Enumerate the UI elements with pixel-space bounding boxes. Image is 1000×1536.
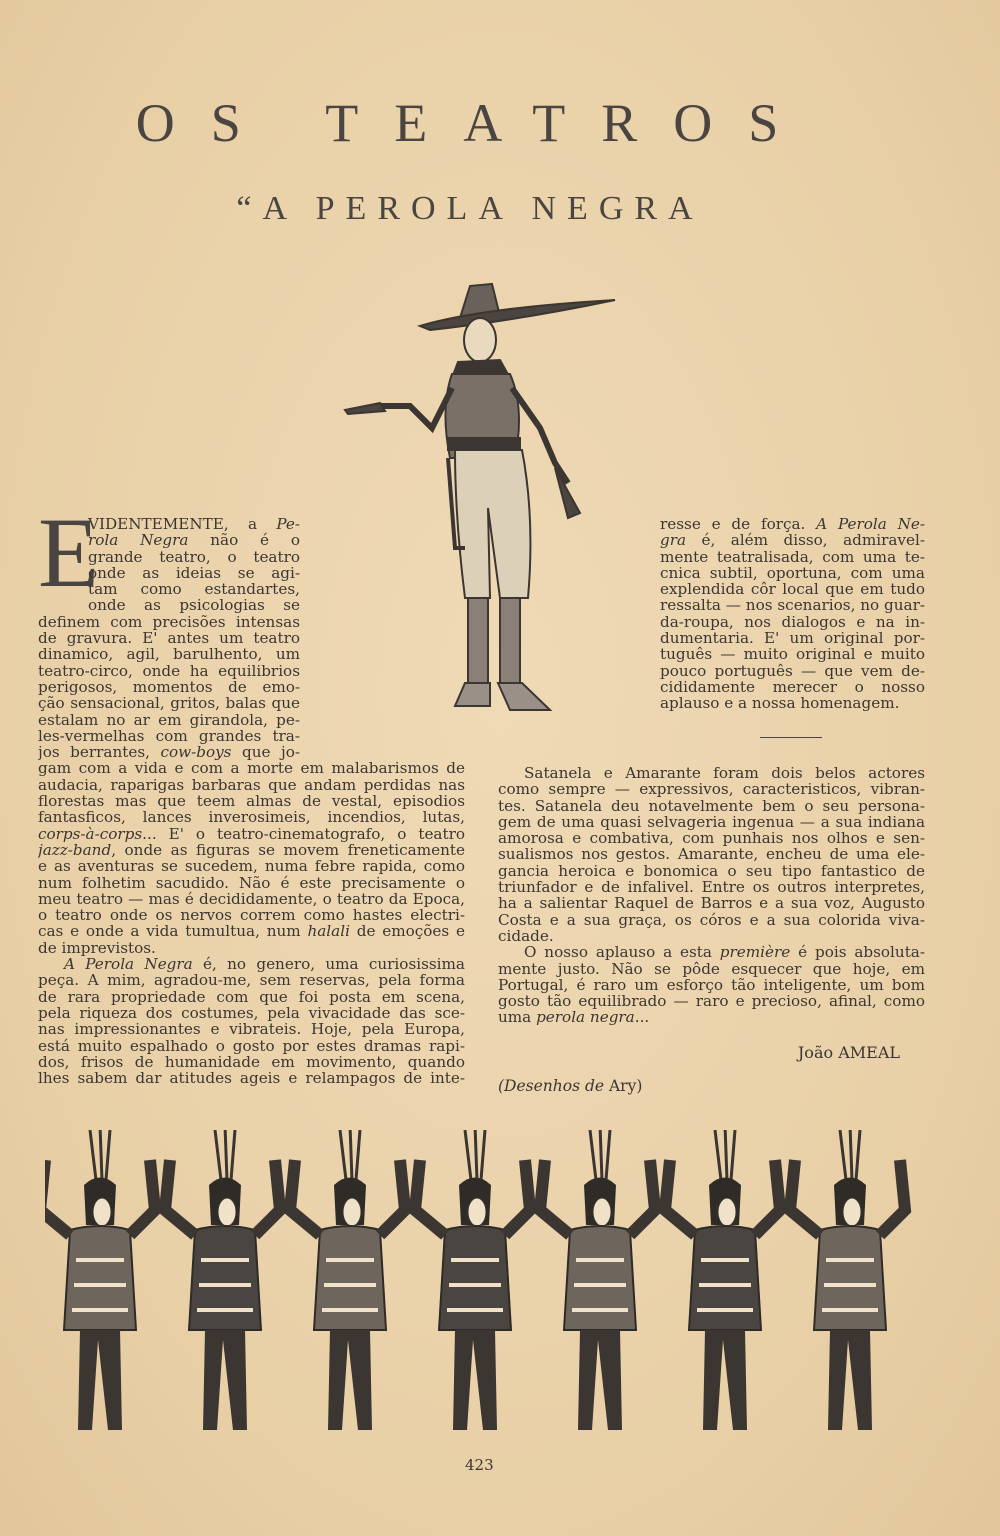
- text-line: cididamente merecer o nosso: [660, 678, 925, 696]
- text-line: uma perola negra...: [498, 1009, 650, 1026]
- dancer-figure: [665, 1130, 780, 1430]
- text-line: Portugal, é raro um esforço tão inteligente, um bom: [498, 976, 925, 994]
- text-line: ção sensacional, gritos, balas que: [38, 695, 300, 712]
- author-signature: João AMEAL: [797, 1043, 900, 1062]
- text-line: triunfador e de infalivel. Entre os outros interpretes,: [498, 879, 925, 896]
- text-line: Satanela e Amarante foram dois belos actores: [524, 765, 925, 782]
- text-line: corps-à-corps... E' o teatro-cinematografo, o teatro: [38, 825, 465, 842]
- text-line: cidade.: [498, 927, 554, 945]
- text-line: gancia heroica e bonomica o seu tipo fantastico de: [498, 862, 925, 880]
- text-line: aplauso e a nossa homenagem.: [660, 695, 900, 712]
- text-line: audacia, raparigas barbaras que andam perdidas nas: [38, 776, 465, 794]
- text-line: definem com precisões intensas: [38, 613, 300, 631]
- text-line: Costa e a sua graça, os córos e a sua colorida viva-: [498, 911, 925, 928]
- dancer-figure: [790, 1130, 905, 1430]
- text-line: ha a salientar Raquel de Barros e a sua voz, Augusto: [498, 895, 925, 912]
- text-line: cnica subtil, oportuna, com uma: [660, 564, 925, 582]
- page-number: 423: [465, 1456, 494, 1474]
- text-line: de imprevistos.: [38, 939, 156, 957]
- dancer-figure: [415, 1130, 530, 1430]
- dancing-indians-illustration: [45, 1130, 915, 1450]
- text-line: e as aventuras se sucedem, numa febre rapida, como: [38, 858, 465, 875]
- article-title: “A PEROLA NEGRA: [236, 190, 704, 227]
- text-line: dumentaria. E' um original por-: [660, 630, 925, 647]
- text-line: explendida côr local que em tudo: [660, 581, 925, 598]
- text-line: meu teatro — mas é decididamente, o teatro da Epoca,: [38, 890, 465, 908]
- text-line: florestas mas que teem almas de vestal, episodios: [38, 793, 465, 810]
- text-line: gam com a vida e com a morte em malabarismos de: [38, 760, 465, 777]
- text-line: como sempre — expressivos, caracteristicos, vibran-: [498, 781, 925, 798]
- text-line: mente teatralisada, com uma te-: [660, 548, 925, 565]
- text-line: cas e onde a vida tumultua, num halali de emoções e: [38, 923, 465, 940]
- article-column-left: [38, 516, 465, 1086]
- text-line: dinamico, agil, barulhento, um: [38, 646, 300, 663]
- text-line: O nosso aplauso a esta première é pois absoluta-: [524, 944, 925, 961]
- text-line: onde as ideias se agi-: [88, 564, 300, 582]
- drop-cap: E: [38, 497, 100, 608]
- text-line: lhes sabem dar atitudes ageis e relampagos de inte-: [38, 1070, 465, 1087]
- text-line: gra é, além disso, admiravel-: [660, 532, 925, 549]
- text-line: jazz-band, onde as figuras se movem freneticamente: [38, 841, 465, 859]
- text-line: está muito espalhado o gosto por estes dramas rapi-: [38, 1037, 465, 1054]
- text-line: tam como estandartes,: [88, 581, 300, 598]
- text-line: VIDENTEMENTE, a Pe-: [88, 516, 300, 533]
- text-line: fantasficos, lances inverosimeis, incendios, lutas,: [38, 809, 465, 826]
- text-line: perigosos, momentos de emo-: [38, 678, 300, 696]
- section-title: OS TEATROS: [135, 93, 815, 153]
- text-line: num folhetim sacudido. Não é este precisamente o: [38, 874, 465, 891]
- text-line: resse e de força. A Perola Ne-: [660, 516, 925, 533]
- text-line: onde as psicologias se: [88, 597, 300, 614]
- text-line: A Perola Negra é, no genero, uma curiosissima: [64, 956, 465, 973]
- text-line: mente justo. Não se pôde esquecer que hoje, em: [498, 960, 925, 977]
- text-line: grande teatro, o teatro: [88, 548, 300, 565]
- article-column-right-bottom: [498, 765, 925, 1026]
- dancer-figure: [45, 1130, 155, 1430]
- dancer-figure: [540, 1130, 655, 1430]
- dancer-figure: [290, 1130, 405, 1430]
- text-line: les-vermelhas com grandes tra-: [38, 727, 300, 745]
- text-line: da-roupa, nos dialogos e na in-: [660, 613, 925, 631]
- credit-prefix: (Desenhos de: [498, 1077, 609, 1095]
- text-line: ressalta — nos scenarios, no guar-: [660, 597, 925, 614]
- text-line: peça. A mim, agradou-me, sem reservas, pela forma: [38, 972, 465, 989]
- text-line: de rara propriedade com que foi posta em scena,: [38, 988, 465, 1005]
- text-line: rola Negra não é o: [88, 532, 300, 549]
- illustration-credit: [498, 1077, 642, 1095]
- text-line: gosto tão equilibrado — raro e precioso, afinal, como: [498, 993, 925, 1010]
- text-line: de gravura. E' antes um teatro: [38, 630, 300, 647]
- text-line: teatro-circo, onde ha equilibrios: [38, 662, 300, 679]
- text-line: gem de uma quasi selvageria ingenua — a sua indiana: [498, 813, 925, 831]
- text-line: o teatro onde os nervos correm como hastes electri-: [38, 907, 465, 924]
- text-line: sualismos nos gestos. Amarante, encheu de uma ele-: [498, 846, 925, 863]
- credit-name: Ary): [608, 1077, 643, 1095]
- text-line: pela riqueza dos costumes, pela vivacidade das sce-: [38, 1004, 465, 1022]
- text-line: jos berrantes, cow-boys que jo-: [38, 744, 300, 761]
- text-line: tuguês — muito original e muito: [660, 646, 925, 663]
- article-column-right-top: [660, 516, 925, 712]
- text-line: tes. Satanela deu notavelmente bem o seu persona-: [498, 797, 925, 814]
- text-line: estalam no ar em girandola, pe-: [38, 711, 300, 728]
- text-line: pouco português — que vem de-: [660, 662, 925, 679]
- dancer-figure: [165, 1130, 280, 1430]
- text-line: nas impressionantes e vibrateis. Hoje, pela Europa,: [38, 1021, 465, 1038]
- text-line: amorosa e combativa, com punhais nos olhos e sen-: [498, 830, 925, 847]
- text-line: dos, frisos de humanidade em movimento, quando: [38, 1053, 465, 1071]
- section-divider: [760, 737, 822, 738]
